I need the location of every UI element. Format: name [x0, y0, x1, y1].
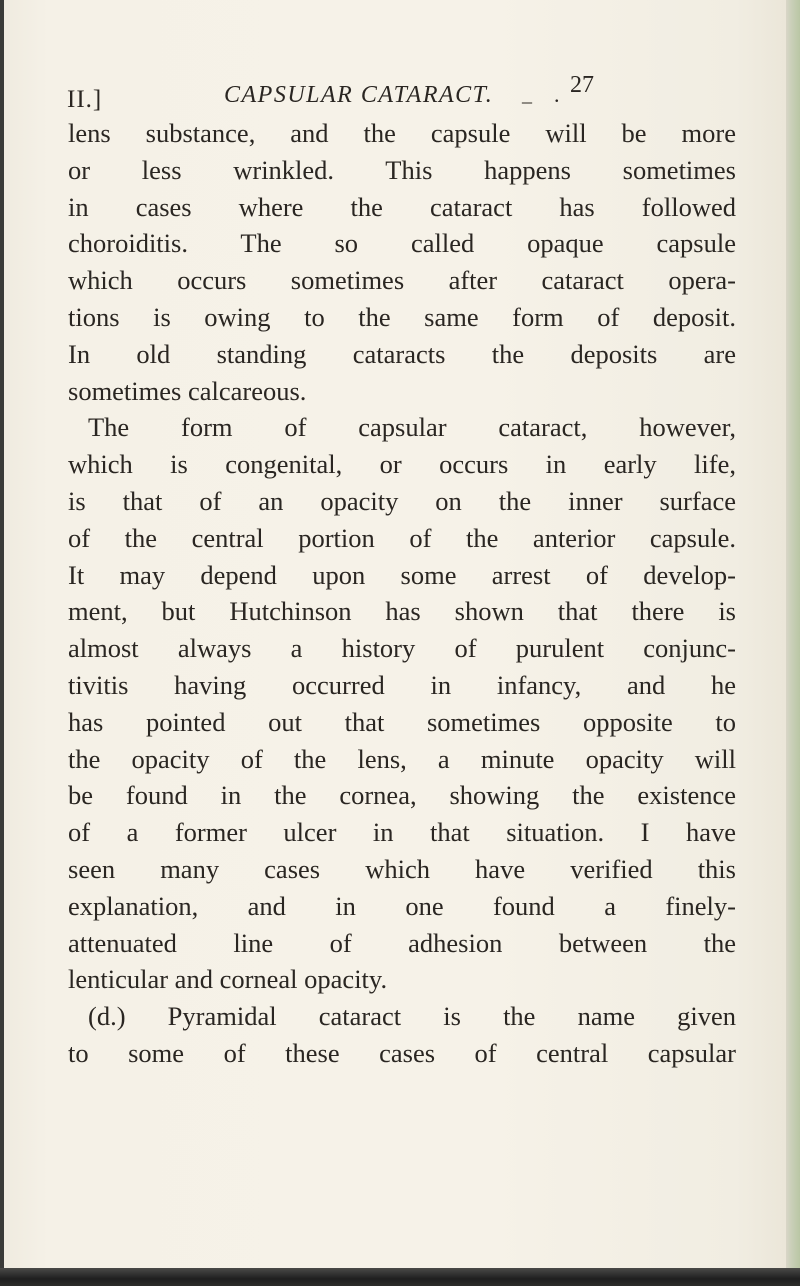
text-line: of the central portion of the anterior capsule. — [68, 522, 736, 553]
page-left-edge — [0, 0, 4, 1286]
page-right-edge — [786, 0, 800, 1286]
text-line: is that of an opacity on the inner surface — [68, 485, 736, 516]
text-line: or less wrinkled. This happens sometimes — [68, 154, 736, 185]
text-line: (d.) Pyramidal cataract is the name given — [88, 1001, 736, 1032]
text-line: almost always a history of purulent conjunc- — [68, 633, 736, 664]
text-line: tions is owing to the same form of deposit. — [68, 301, 736, 332]
text-line: be found in the cornea, showing the existence — [68, 780, 736, 811]
text-line: seen many cases which have verified this — [68, 853, 736, 884]
text-line: in cases where the cataract has followed — [68, 191, 736, 222]
text-line: of a former ulcer in that situation. I have — [68, 817, 736, 848]
running-head — [0, 70, 800, 113]
body-text — [68, 115, 736, 1072]
text-line: which is congenital, or occurs in early life, — [68, 449, 736, 480]
text-line: It may depend upon some arrest of develop- — [68, 559, 736, 590]
page-bottom-edge — [0, 1268, 800, 1286]
text-line: lenticular and corneal opacity. — [68, 964, 388, 995]
page-number: 27 — [570, 72, 594, 98]
running-head-dot: . — [554, 82, 560, 107]
text-line: tivitis having occurred in infancy, and he — [68, 669, 736, 700]
text-line: which occurs sometimes after cataract opera- — [68, 265, 736, 296]
chapter-number: II.] — [67, 86, 103, 113]
text-line: ment, but Hutchinson has shown that there is — [68, 596, 736, 627]
text-line: attenuated line of adhesion between the — [68, 927, 736, 958]
text-line: In old standing cataracts the deposits are — [68, 338, 736, 369]
text-line: to some of these cases of central capsular — [68, 1037, 736, 1068]
text-line: choroiditis. The so called opaque capsule — [68, 228, 736, 259]
text-line: has pointed out that sometimes opposite to — [68, 706, 736, 737]
text-line: The form of capsular cataract, however, — [88, 412, 736, 443]
running-head-title: CAPSULAR CATARACT. — [224, 82, 494, 108]
text-line: sometimes calcareous. — [68, 375, 307, 406]
text-line: the opacity of the lens, a minute opacity will — [68, 743, 736, 774]
text-line: lens substance, and the capsule will be more — [68, 118, 736, 148]
running-head-mark: _ — [522, 84, 532, 106]
text-line: explanation, and in one found a finely- — [68, 890, 736, 921]
